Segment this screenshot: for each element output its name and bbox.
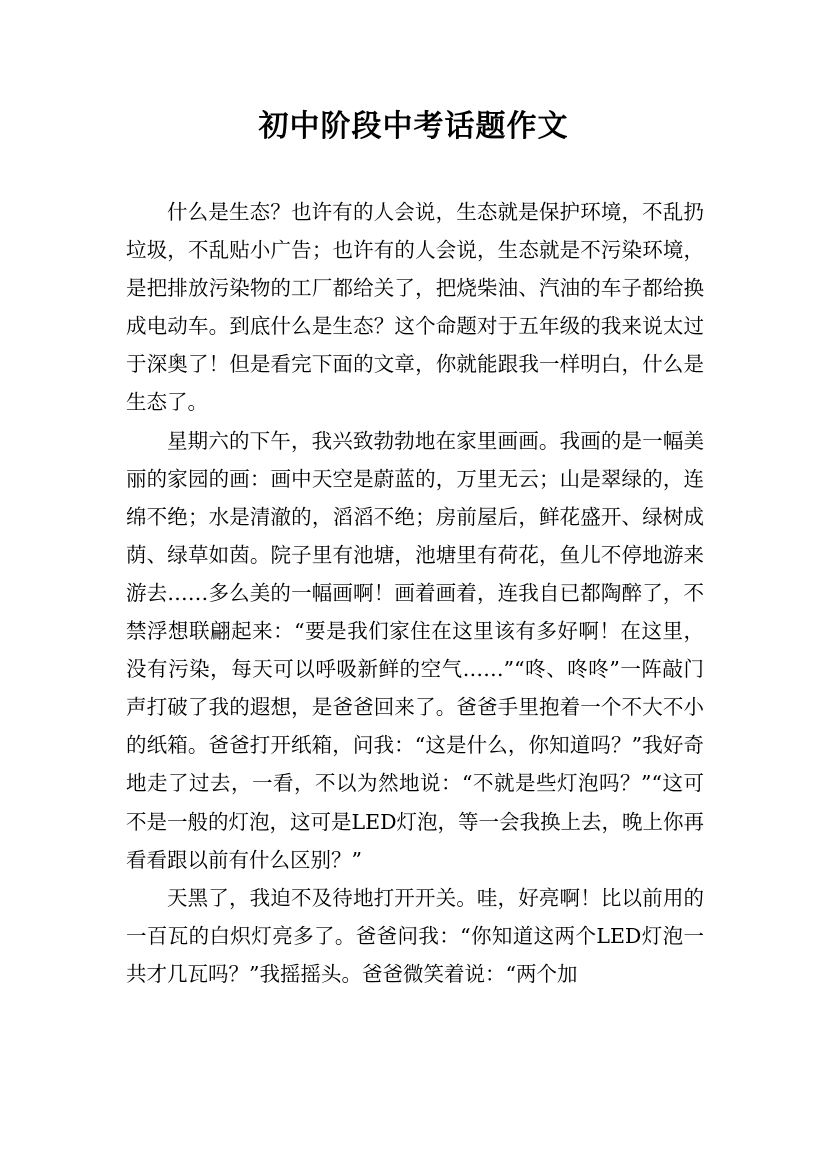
document-body	[126, 193, 704, 993]
paragraph-2: 星期六的下午，我兴致勃勃地在家里画画。我画的是一幅美丽的家园的画：画中天空是蔚蓝的，万里无云；山是翠绿的，连绵不绝；水是清澈的，滔滔不绝；房前屋后，鲜花盛开、绿树成荫、绿草如茵。院子里有池塘，池塘里有荷花，鱼儿不停地游来游去……多么美的一幅画啊！画着画着，连我自已都陶醉了，不禁浮想联翩起来：“要是我们家住在这里该有多好啊！在这里，没有污染，每天可以呼吸新鲜的空气……”“咚、咚咚”一阵敲门声打破了我的遐想，是爸爸回来了。爸爸手里抱着一个不大不小的纸箱。爸爸打开纸箱，问我：“这是什么，你知道吗？”我好奇地走了过去，一看，不以为然地说：“不就是些灯泡吗？”“这可不是一般的灯泡，这可是LED灯泡，等一会我换上去，晚上你再看看跟以前有什么区别？”	[126, 428, 705, 872]
paragraph-3: 天黑了，我迫不及待地打开开关。哇，好亮啊！比以前用的一百瓦的白炽灯亮多了。爸爸问我：“你知道这两个LED灯泡一共才几瓦吗？”我摇摇头。爸爸微笑着说：“两个加	[126, 885, 704, 986]
document-title: 初中阶段中考话题作文	[258, 109, 569, 144]
paragraph-1: 什么是生态？也许有的人会说，生态就是保护环境，不乱扔垃圾，不乱贴小广告；也许有的人会说，生态就是不污染环境，是把排放污染物的工厂都给关了，把烧柴油、汽油的车子都给换成电动车。到底什么是生态？这个命题对于五年级的我来说太过于深奥了！但是看完下面的文章，你就能跟我一样明白，什么是生态了。	[126, 200, 704, 415]
